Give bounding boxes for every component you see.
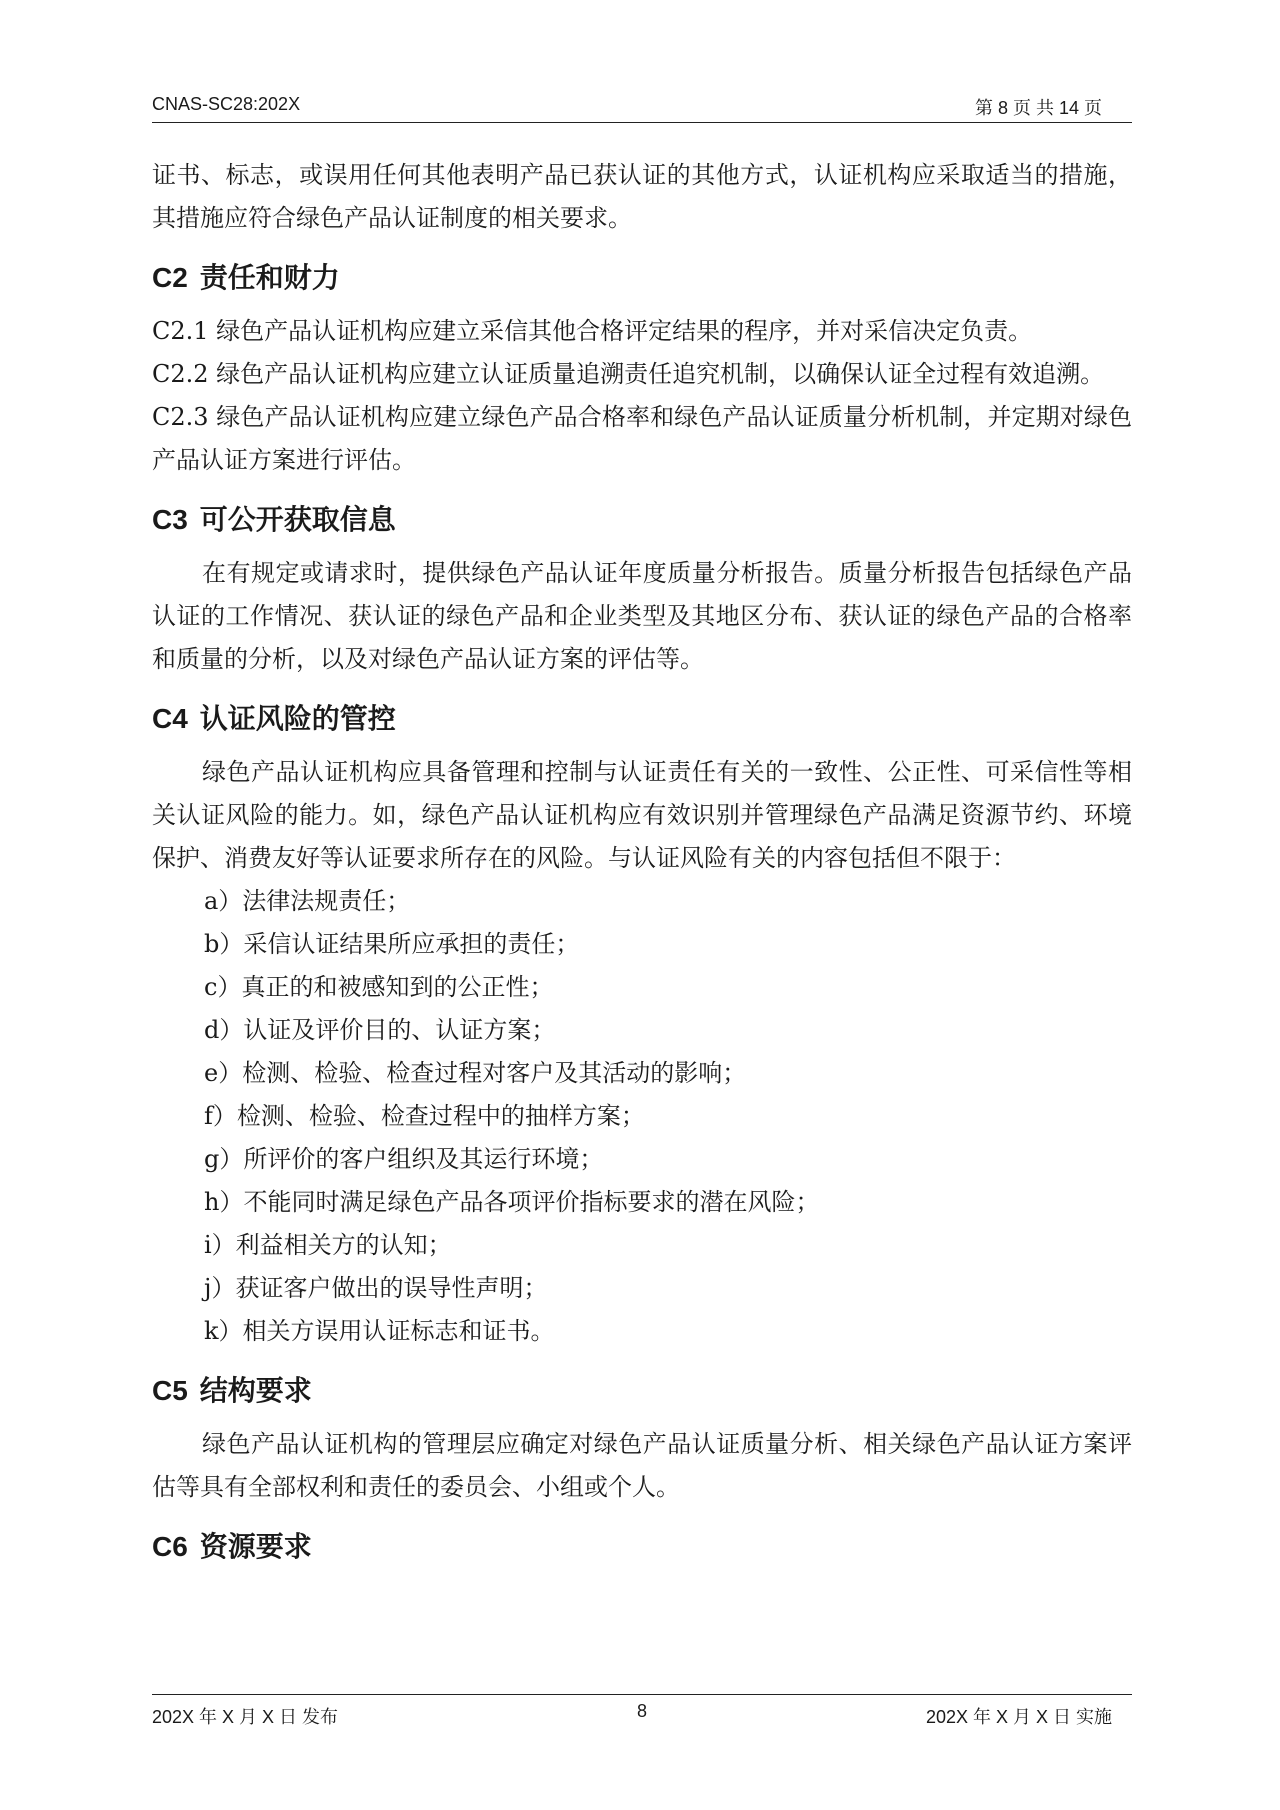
- section-title: 资源要求: [199, 1530, 312, 1563]
- list-item: f）检测、检验、检查过程中的抽样方案；: [204, 1102, 645, 1130]
- intro-paragraph: 证书、标志，或误用任何其他表明产品已获认证的其他方式，认证机构应采取适当的措施，其措施应符合绿色产品认证制度的相关要求。: [152, 161, 1132, 232]
- page-number: 8: [636, 1701, 648, 1721]
- section-heading-c2: [152, 258, 1132, 298]
- c3-paragraph: 在有规定或请求时，提供绿色产品认证年度质量分析报告。质量分析报告包括绿色产品认证的工作情况、获认证的绿色产品和企业类型及其地区分布、获认证的绿色产品的合格率和质量的分析，以及对绿色产品认证方案的评估等。: [152, 559, 1132, 673]
- list-item: i）利益相关方的认知；: [204, 1231, 452, 1259]
- section-heading-c6: [152, 1527, 1132, 1567]
- page-info: 第 8 页 共 14 页: [974, 98, 1102, 118]
- document-body: [152, 154, 1132, 1579]
- clause-c2-3: C2.3 绿色产品认证机构应建立绿色产品合格率和绿色产品认证质量分析机制，并定期对绿色产品认证方案进行评估。: [152, 403, 1132, 474]
- document-code: CNAS-SC28:202X: [152, 94, 301, 114]
- list-item: d）认证及评价目的、认证方案；: [204, 1016, 556, 1044]
- section-title: 责任和财力: [199, 261, 340, 294]
- list-item: k）相关方误用认证标志和证书。: [204, 1317, 555, 1345]
- page-header: [152, 94, 1132, 123]
- section-heading-c3: [152, 500, 1132, 540]
- implementation-date: 202X 年 X 月 X 日 实施: [925, 1707, 1112, 1727]
- section-title: 可公开获取信息: [199, 503, 396, 536]
- list-item: g）所评价的客户组织及其运行环境；: [204, 1145, 604, 1173]
- section-title: 结构要求: [199, 1374, 312, 1407]
- section-number: C3: [152, 504, 188, 535]
- c4-paragraph: 绿色产品认证机构应具备管理和控制与认证责任有关的一致性、公正性、可采信性等相关认证风险的能力。如，绿色产品认证机构应有效识别并管理绿色产品满足资源节约、环境保护、消费友好等认证要求所存在的风险。与认证风险有关的内容包括但不限于：: [152, 758, 1132, 872]
- section-heading-c4: [152, 699, 1132, 739]
- section-heading-c5: [152, 1371, 1132, 1411]
- issue-date: 202X 年 X 月 X 日 发布: [152, 1707, 339, 1727]
- list-item: h）不能同时满足绿色产品各项评价指标要求的潜在风险；: [204, 1188, 820, 1216]
- list-item: c）真正的和被感知到的公正性；: [204, 973, 554, 1001]
- page-footer: [152, 1694, 1132, 1735]
- section-number: C4: [152, 703, 188, 734]
- section-title: 认证风险的管控: [199, 702, 396, 735]
- clause-c2-2: C2.2 绿色产品认证机构应建立认证质量追溯责任追究机制，以确保认证全过程有效追溯。: [152, 360, 1105, 388]
- c5-paragraph: 绿色产品认证机构的管理层应确定对绿色产品认证质量分析、相关绿色产品认证方案评估等具有全部权利和责任的委员会、小组或个人。: [152, 1430, 1132, 1501]
- list-item: b）采信认证结果所应承担的责任；: [204, 930, 580, 958]
- list-item: a）法律法规责任；: [204, 887, 411, 915]
- list-item: j）获证客户做出的误导性声明；: [204, 1274, 548, 1302]
- list-item: e）检测、检验、检查过程对客户及其活动的影响；: [204, 1059, 747, 1087]
- section-number: C6: [152, 1531, 188, 1562]
- clause-c2-1: C2.1 绿色产品认证机构应建立采信其他合格评定结果的程序，并对采信决定负责。: [152, 317, 1033, 345]
- section-number: C5: [152, 1375, 188, 1406]
- section-number: C2: [152, 262, 188, 293]
